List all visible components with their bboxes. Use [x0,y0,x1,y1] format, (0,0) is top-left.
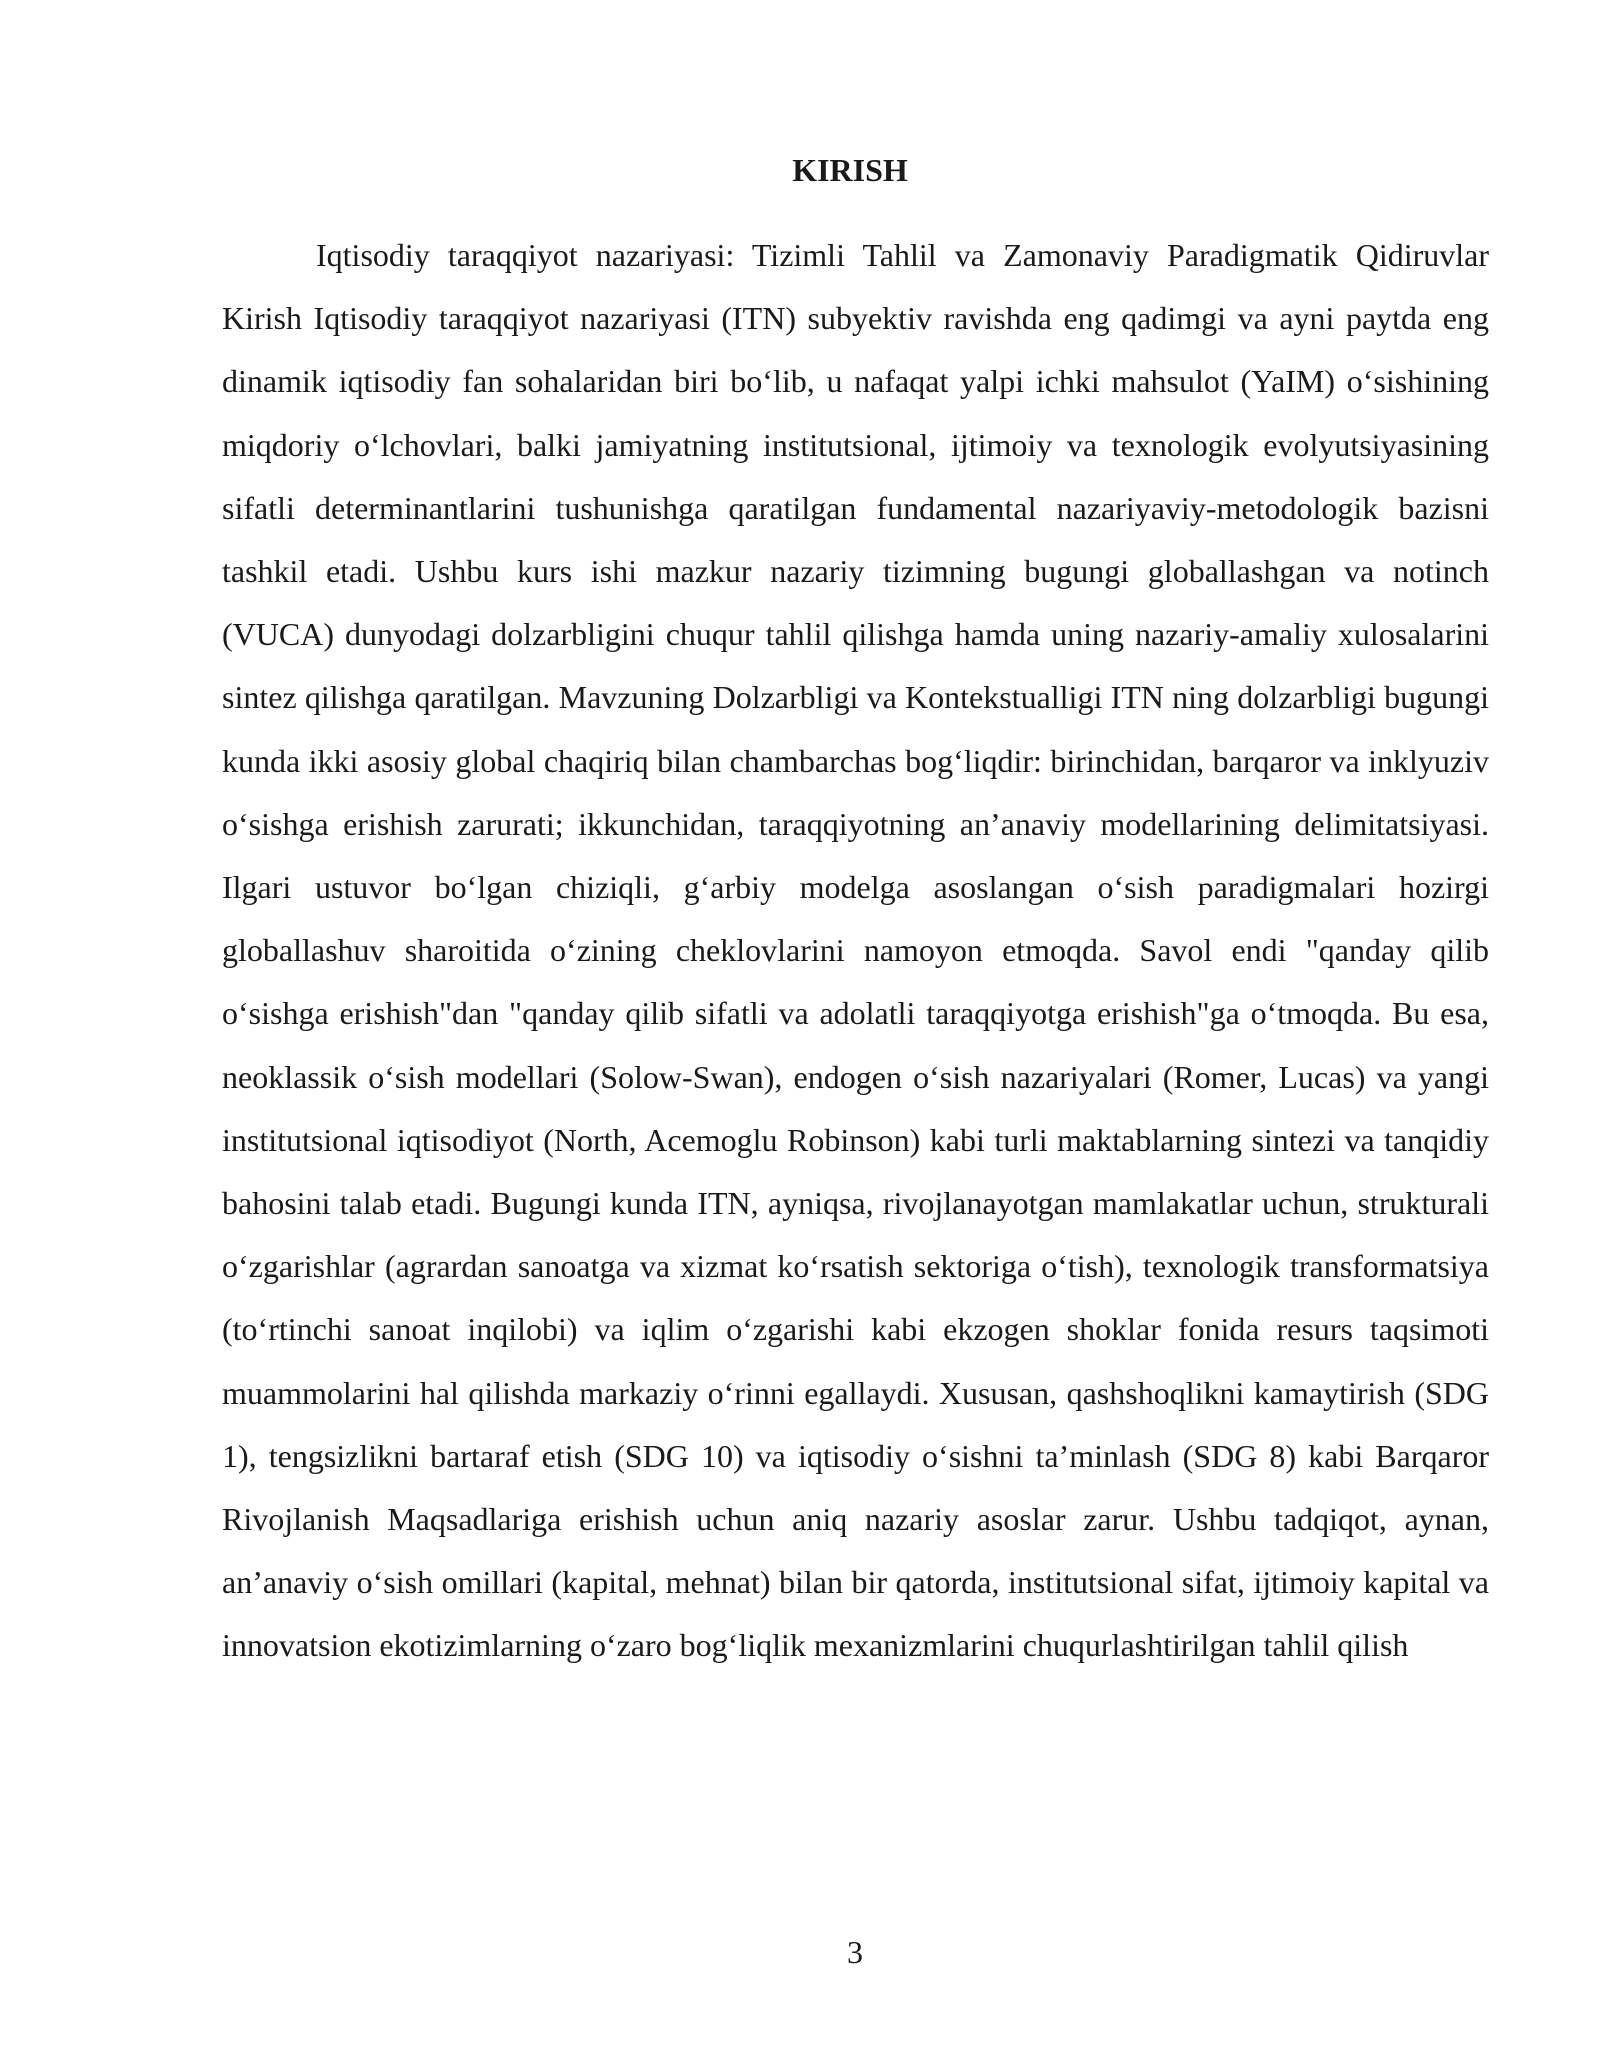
body-paragraph: Iqtisodiy taraqqiyot nazariyasi: Tizimli Tahlil va Zamonaviy Paradigmatik Qidiruvlar Kirish Iqtisodiy taraqqiyot nazariyasi (ITN) subyektiv ravishda eng qadimgi va ayni paytda eng dinamik iqtisodiy fan sohalaridan biri bo‘lib, u nafaqat yalpi ichki mahsulot (YaIM) o‘sishining miqdoriy o‘lchovlari, balki jamiyatning institutsional, ijtimoiy va texnologik evolyutsiyasining sifatli determinantlarini tushunishga qaratilgan fundamental nazariyaviy-metodologik bazisni tashkil etadi. Ushbu kurs ishi mazkur nazariy tizimning bugungi globallashgan va notinch (VUCA) dunyodagi dolzarbligini chuqur tahlil qilishga hamda uning nazariy-amaliy xulosalarini sintez qilishga qaratilgan. Mavzuning Dolzarbligi va Kontekstualligi ITN ning dolzarbligi bugungi kunda ikki asosiy global chaqiriq bilan chambarchas bog‘liqdir: birinchidan, barqaror va inklyuziv o‘sishga erishish zarurati; ikkunchidan, taraqqiyotning an’anaviy modellarining delimitatsiyasi. Ilgari ustuvor bo‘lgan chiziqli, g‘arbiy modelga asoslangan o‘sish paradigmalari hozirgi globallashuv sharoitida o‘zining cheklovlarini namoyon etmoqda. Savol endi "qanday qilib o‘sishga erishish"dan "qanday qilib sifatli va adolatli taraqqiyotga erishish"ga o‘tmoqda. Bu esa, neoklassik o‘sish modellari (Solow-Swan), endogen o‘sish nazariyalari (Romer, Lucas) va yangi institutsional iqtisodiyot (North, Acemoglu Robinson) kabi turli maktablarning sintezi va tanqidiy bahosini talab etadi. Bugungi kunda ITN, ayniqsa, rivojlanayotgan mamlakatlar uchun, strukturali o‘zgarishlar (agrardan sanoatga va xizmat ko‘rsatish sektoriga o‘tish), texnologik transformatsiya (to‘rtinchi sanoat inqilobi) va iqlim o‘zgarishi kabi ekzogen shoklar fonida resurs taqsimoti muammolarini hal qilishda markaziy o‘rinni egallaydi. Xususan, qashshoqlikni kamaytirish (SDG 1), tengsizlikni bartaraf etish (SDG 10) va iqtisodiy o‘sishni ta’minlash (SDG 8) kabi Barqaror Rivojlanish Maqsadlariga erishish uchun aniq nazariy asoslar zarur. Ushbu tadqiqot, aynan, an’anaviy o‘sish omillari (kapital, mehnat) bilan bir qatorda, institutsional sifat, ijtimoiy kapital va innovatsion ekotizimlarning o‘zaro bog‘liqlik mexanizmlarini chuqurlashtirilgan tahlil qilish [222,237,1489,1664]
section-heading: KIRISH [792,152,908,188]
page-number: 3 [847,1934,863,1970]
